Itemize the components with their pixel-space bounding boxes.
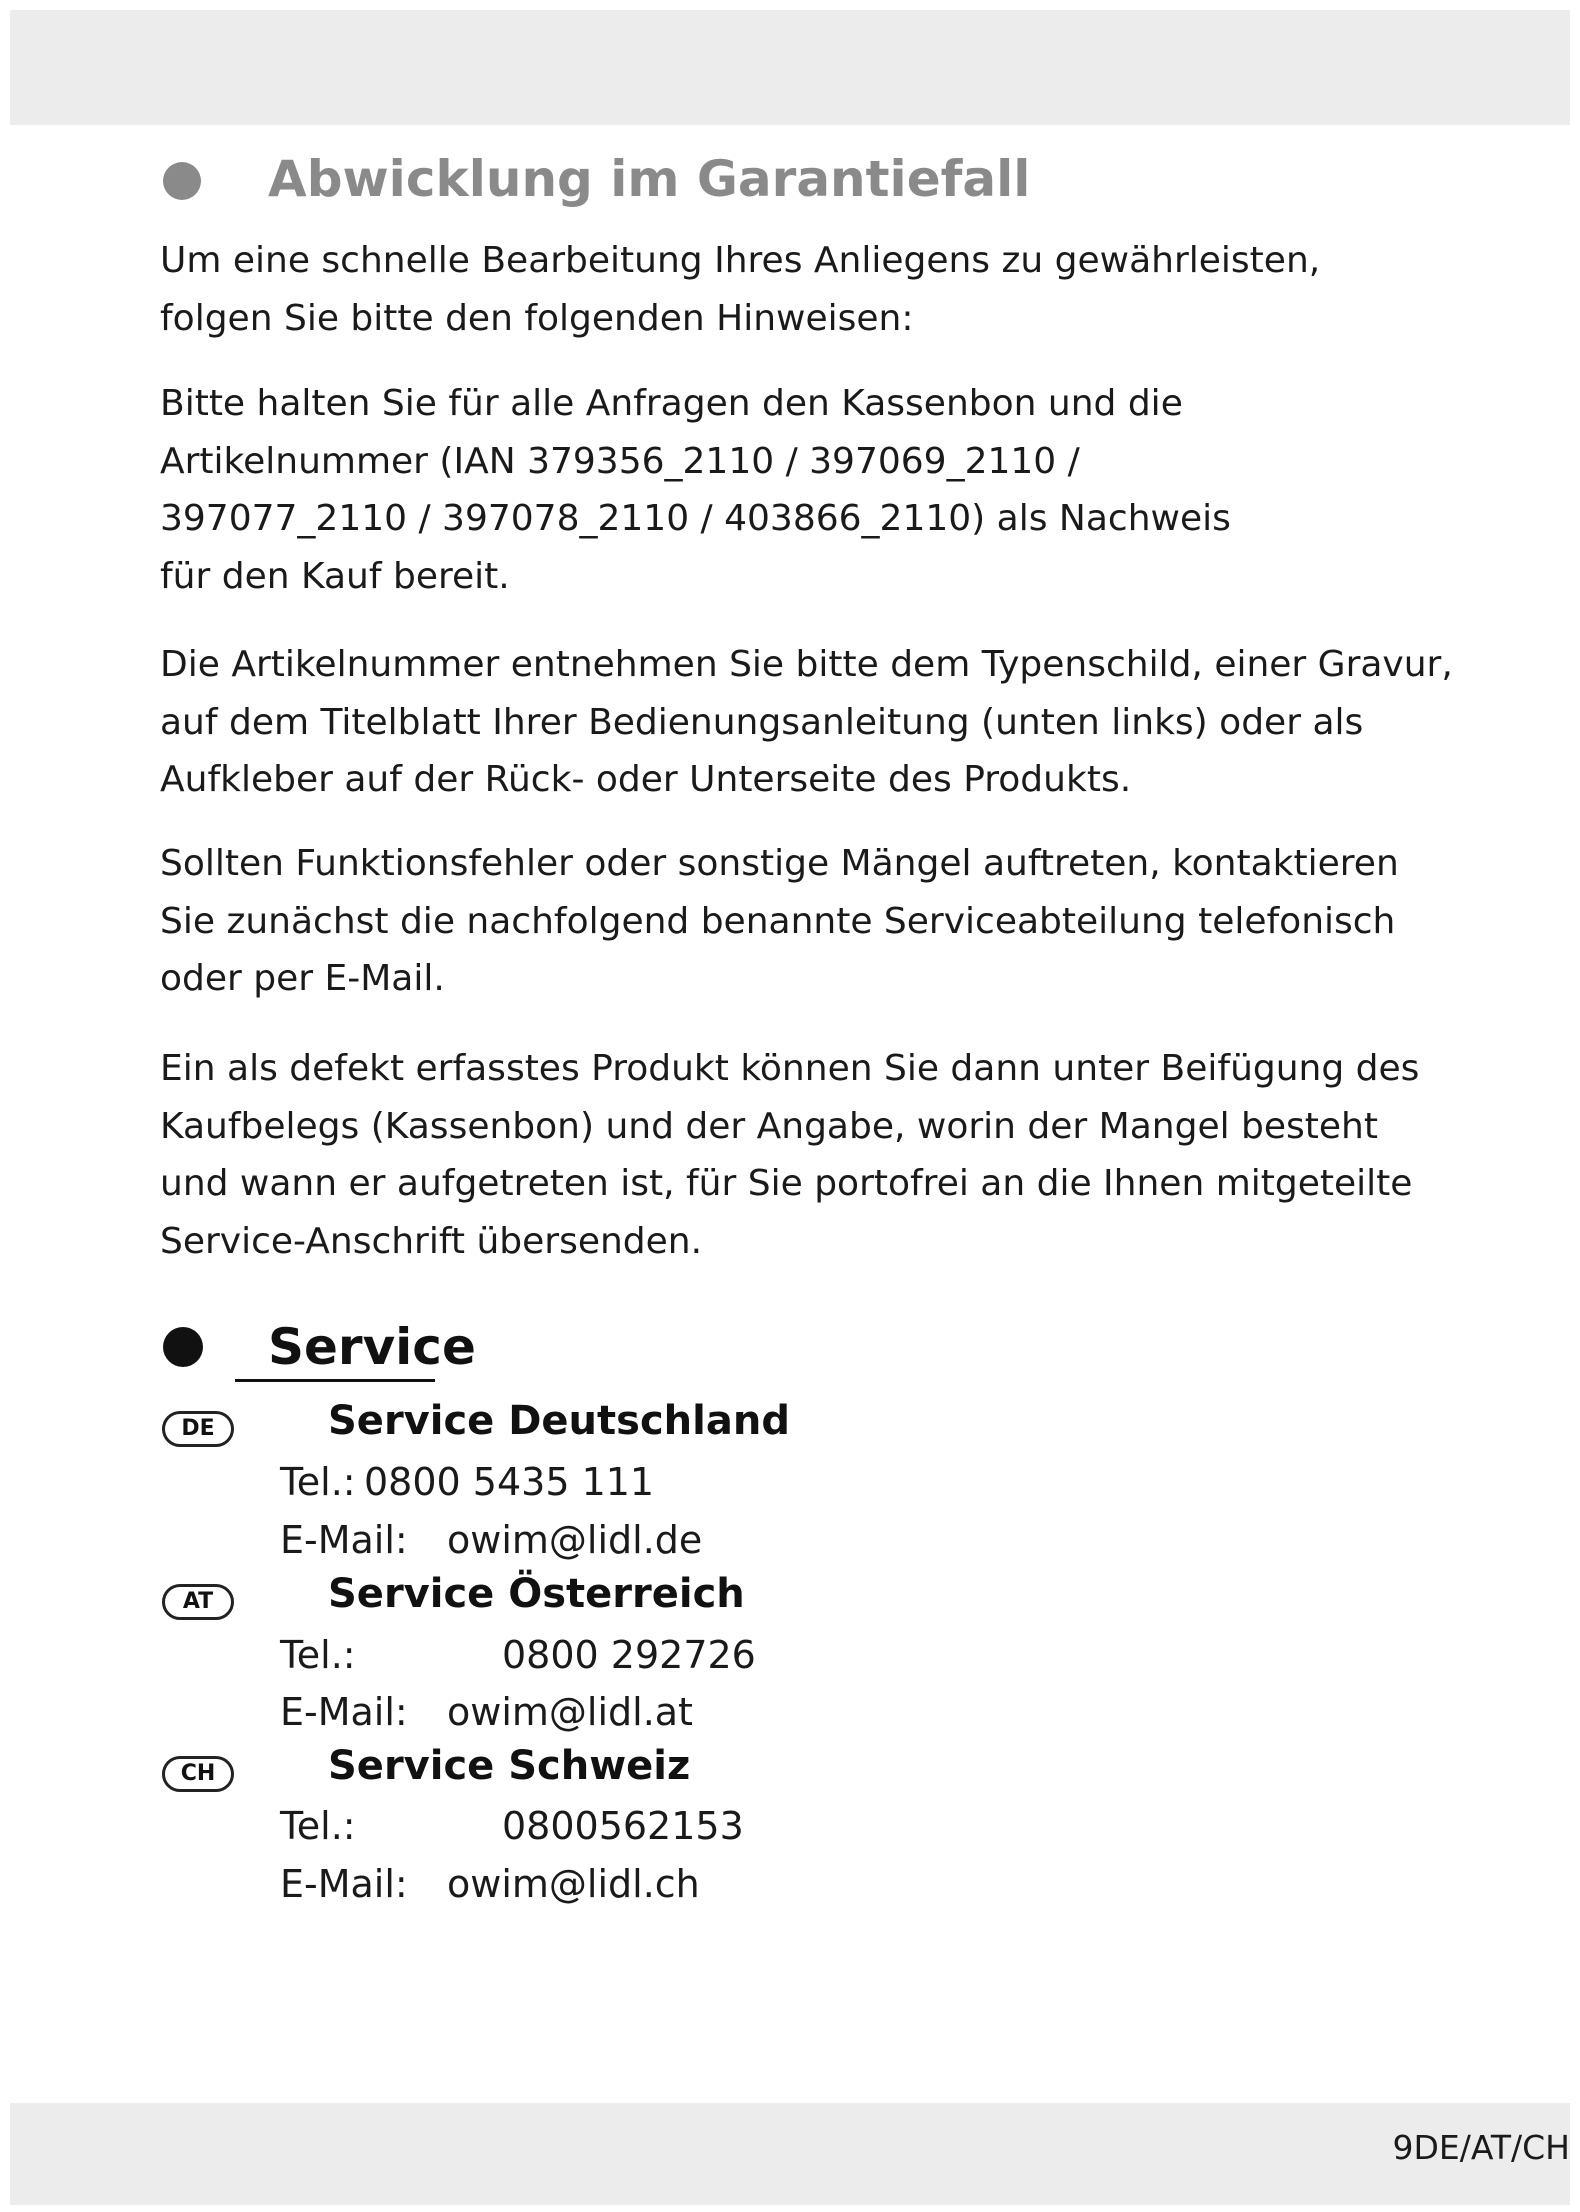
country-badge-ch: CH	[162, 1756, 234, 1792]
email-label: E-Mail:	[280, 1690, 408, 1734]
page-number: 9DE/AT/CH	[1392, 2128, 1570, 2167]
service-title-at: Service Österreich	[328, 1571, 745, 1617]
warranty-paragraph-4: Sollten Funktionsfehler oder sonstige Mängel auftreten, kontaktieren Sie zunächst die nachfolgend benannte Serviceabteilung telefonisch oder per E-Mail.	[160, 843, 1399, 999]
header-band	[10, 10, 1570, 125]
warranty-paragraph-5: Ein als defekt erfasstes Produkt können Sie dann unter Beifügung des Kaufbelegs (Kassenbon) und der Angabe, worin der Mangel besteht und wann er aufgetreten ist, für Sie portofrei an die Ihnen mitgeteilte Service-Anschrift übersenden.	[160, 1048, 1420, 1262]
country-badge-de: DE	[162, 1411, 234, 1447]
warranty-heading: Abwicklung im Garantiefall	[268, 150, 1031, 208]
service-tel-ch	[280, 1804, 744, 1848]
tel-number[interactable]: 0800 5435 111	[364, 1460, 655, 1504]
service-title-de: Service Deutschland	[328, 1398, 790, 1444]
warranty-paragraph-3: Die Artikelnummer entnehmen Sie bitte dem Typenschild, einer Gravur, auf dem Titelblatt Ihrer Bedienungsanleitung (unten links) oder als Aufkleber auf der Rück- oder Unterseite des Produkts.	[160, 644, 1453, 800]
tel-label: Tel.:	[280, 1460, 356, 1504]
warranty-paragraph-2: Bitte halten Sie für alle Anfragen den Kassenbon und die Artikelnummer (IAN 379356_2110 / 397069_2110 / 397077_2110 / 397078_2110 / 403866_2110) als Nachweis für den Kauf bereit.	[160, 383, 1231, 597]
warranty-paragraph-1: Um eine schnelle Bearbeitung Ihres Anliegens zu gewährleisten, folgen Sie bitte den folgenden Hinweisen:	[160, 240, 1321, 339]
email-label: E-Mail:	[280, 1518, 408, 1562]
country-badge-at: AT	[162, 1584, 234, 1620]
heading-underline	[235, 1379, 435, 1382]
tel-number[interactable]: 0800 292726	[502, 1633, 756, 1677]
section-bullet-icon	[163, 1327, 203, 1367]
section-bullet-icon	[163, 162, 201, 200]
service-title-ch: Service Schweiz	[328, 1743, 691, 1789]
tel-number[interactable]: 0800562153	[502, 1804, 744, 1848]
email-address[interactable]: owim@lidl.ch	[447, 1862, 700, 1906]
service-email-ch	[280, 1862, 700, 1906]
footer-band	[10, 2103, 1570, 2205]
service-tel-de	[280, 1460, 655, 1504]
email-address[interactable]: owim@lidl.de	[447, 1518, 703, 1562]
service-heading: Service	[268, 1318, 476, 1376]
email-address[interactable]: owim@lidl.at	[447, 1690, 693, 1734]
email-label: E-Mail:	[280, 1862, 408, 1906]
service-tel-at	[280, 1633, 756, 1677]
tel-label: Tel.:	[280, 1804, 356, 1848]
tel-label: Tel.:	[280, 1633, 356, 1677]
service-email-at	[280, 1690, 693, 1734]
service-email-de	[280, 1518, 703, 1562]
